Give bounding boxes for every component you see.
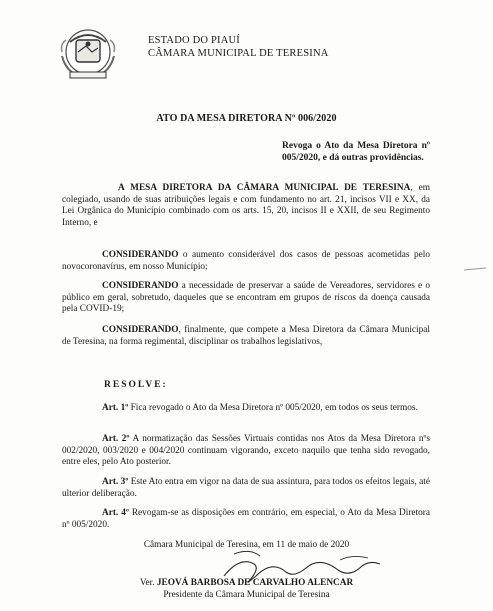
- article-text: Fica revogado o Ato da Mesa Diretora nº 005/2020, em todos os seus termos.: [128, 403, 418, 413]
- state-name: ESTADO DO PIAUÍ: [148, 35, 240, 46]
- article-text: Revogam-se as disposições em contrário, em especial, o Ato da Mesa Diretora nº 005/2020.: [62, 508, 431, 530]
- signatory-role: Presidente da Câmara Municipal de Teresina: [163, 590, 330, 600]
- preamble-text: , em colegiado, usando de suas atribuições legais e com fundamento no art. 21, incisos VII e XX, da Lei Orgânica do Município combinado com os arts. 15, 20, incisos II e XXII, de seu Regimento Interno, e: [62, 183, 430, 228]
- considerando: [62, 250, 430, 273]
- article: [62, 403, 430, 415]
- article-number: Art. 1º: [102, 403, 129, 413]
- coat-of-arms-icon: [56, 22, 120, 84]
- considerando-text: , finalmente, que compete a Mesa Diretora da Câmara Municipal de Teresina, na forma regimental, disciplinar os trabalhos legislativos,: [62, 325, 430, 347]
- article-text: A normatização das Sessões Virtuais contidas nos Atos da Mesa Diretora nºs 002/2020, 003/2020 e 004/2020 continuam vigorando, exceto naquilo que tenha sido revogado, entre eles, pelo Ato posterior.: [62, 434, 430, 467]
- considerando: [62, 325, 430, 348]
- considerando: [62, 281, 430, 316]
- document-title: ATO DA MESA DIRETORA Nº 006/2020: [156, 113, 337, 124]
- margin-mark-icon: [462, 264, 488, 274]
- article: [62, 477, 430, 500]
- signatory-name: [0, 578, 493, 588]
- signatory-full-name: JEOVÁ BARBOSA DE CARVALHO ALENCAR: [156, 578, 354, 588]
- article-text: Este Ato entra em vigor na data de sua assintura, para todos os efeitos legais, até ulterior deliberação.: [62, 477, 430, 499]
- chamber-name: CÂMARA MUNICIPAL DE TERESINA: [148, 48, 329, 59]
- article-number: Art. 3º: [102, 477, 129, 487]
- article-number: Art. 2º: [102, 434, 130, 444]
- article: [62, 508, 430, 531]
- preamble-lead: A MESA DIRETORA DA CÂMARA MUNICIPAL DE TERESINA: [118, 183, 411, 193]
- article-number: Art. 4º: [102, 508, 129, 518]
- preamble: [62, 183, 430, 229]
- considerando-lead: CONSIDERANDO: [102, 325, 179, 335]
- considerando-text: o aumento considerável dos casos de pessoas acometidas pelo novocoronavírus, em nosso Município;: [62, 250, 430, 272]
- considerando-lead: CONSIDERANDO: [102, 250, 179, 260]
- place-and-date: Câmara Municipal de Teresina, em 11 de maio de 2020: [143, 540, 350, 550]
- resolve-heading: RESOLVE:: [104, 380, 168, 390]
- considerando-text: a necessidade de preservar a saúde de Vereadores, servidores e o público em geral, sobretudo, daqueles que se encontram em grupos de riscos da doença causada pela COVID-19;: [62, 281, 430, 314]
- considerando-lead: CONSIDERANDO: [102, 281, 179, 291]
- letterhead: [148, 34, 329, 60]
- ementa: Revoga o Ato da Mesa Diretora nº 005/2020, e dá outras providências.: [282, 141, 430, 163]
- article: [62, 434, 430, 469]
- signatory-prefix: Ver.: [139, 578, 157, 588]
